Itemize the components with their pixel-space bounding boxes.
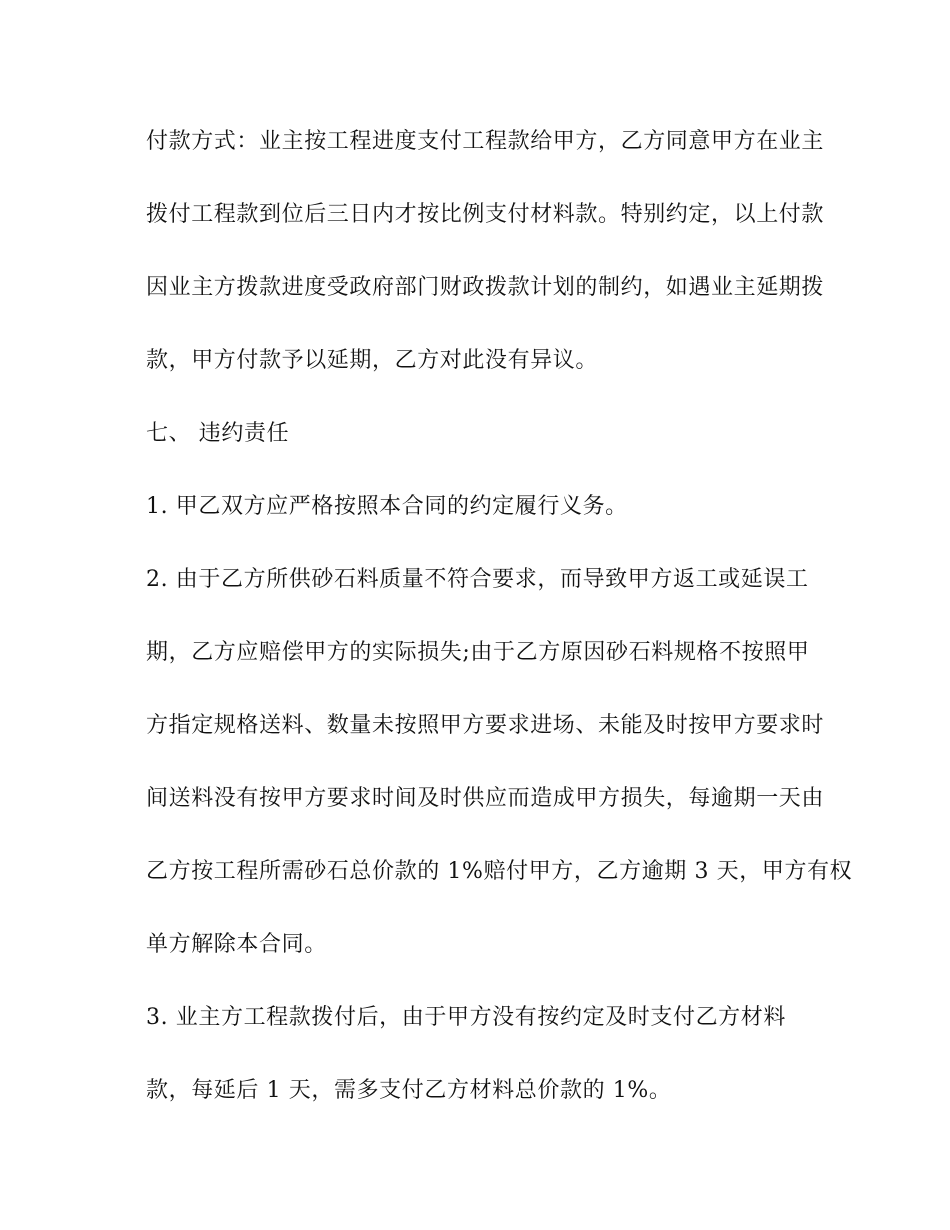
payment-method-line-3: 因业主方拨款进度受政府部门财政拨款计划的制约，如遇业主延期拨 [146, 275, 825, 300]
payment-method-line-1: 付款方式：业主按工程进度支付工程款给甲方，乙方同意甲方在业主 [146, 129, 825, 154]
clause-2-line-2: 期，乙方应赔偿甲方的实际损失;由于乙方原因砂石料规格不按照甲 [146, 640, 810, 665]
clause-2-line-1: 2. 由于乙方所供砂石料质量不符合要求，而导致甲方返工或延误工 [146, 567, 809, 592]
clause-3-line-2: 款，每延后 1 天，需多支付乙方材料总价款的 1%。 [146, 1078, 672, 1103]
clause-2-line-3: 方指定规格送料、数量未按照甲方要求进场、未能及时按甲方要求时 [146, 713, 825, 738]
clause-1-line-1: 1. 甲乙双方应严格按照本合同的约定履行义务。 [146, 494, 628, 519]
clause-2-line-4: 间送料没有按甲方要求时间及时供应而造成甲方损失，每逾期一天由 [146, 786, 825, 811]
payment-method-line-4: 款，甲方付款予以延期，乙方对此没有异议。 [146, 348, 599, 373]
section-heading-breach-liability: 七、 违约责任 [146, 421, 290, 446]
clause-2-line-5: 乙方按工程所需砂石总价款的 1%赔付甲方，乙方逾期 3 天，甲方有权 [146, 859, 853, 884]
payment-method-line-2: 拨付工程款到位后三日内才按比例支付材料款。特别约定，以上付款 [146, 202, 825, 227]
clause-2-line-6: 单方解除本合同。 [146, 932, 327, 957]
clause-3-line-1: 3. 业主方工程款拨付后，由于甲方没有按约定及时支付乙方材料 [146, 1005, 786, 1030]
